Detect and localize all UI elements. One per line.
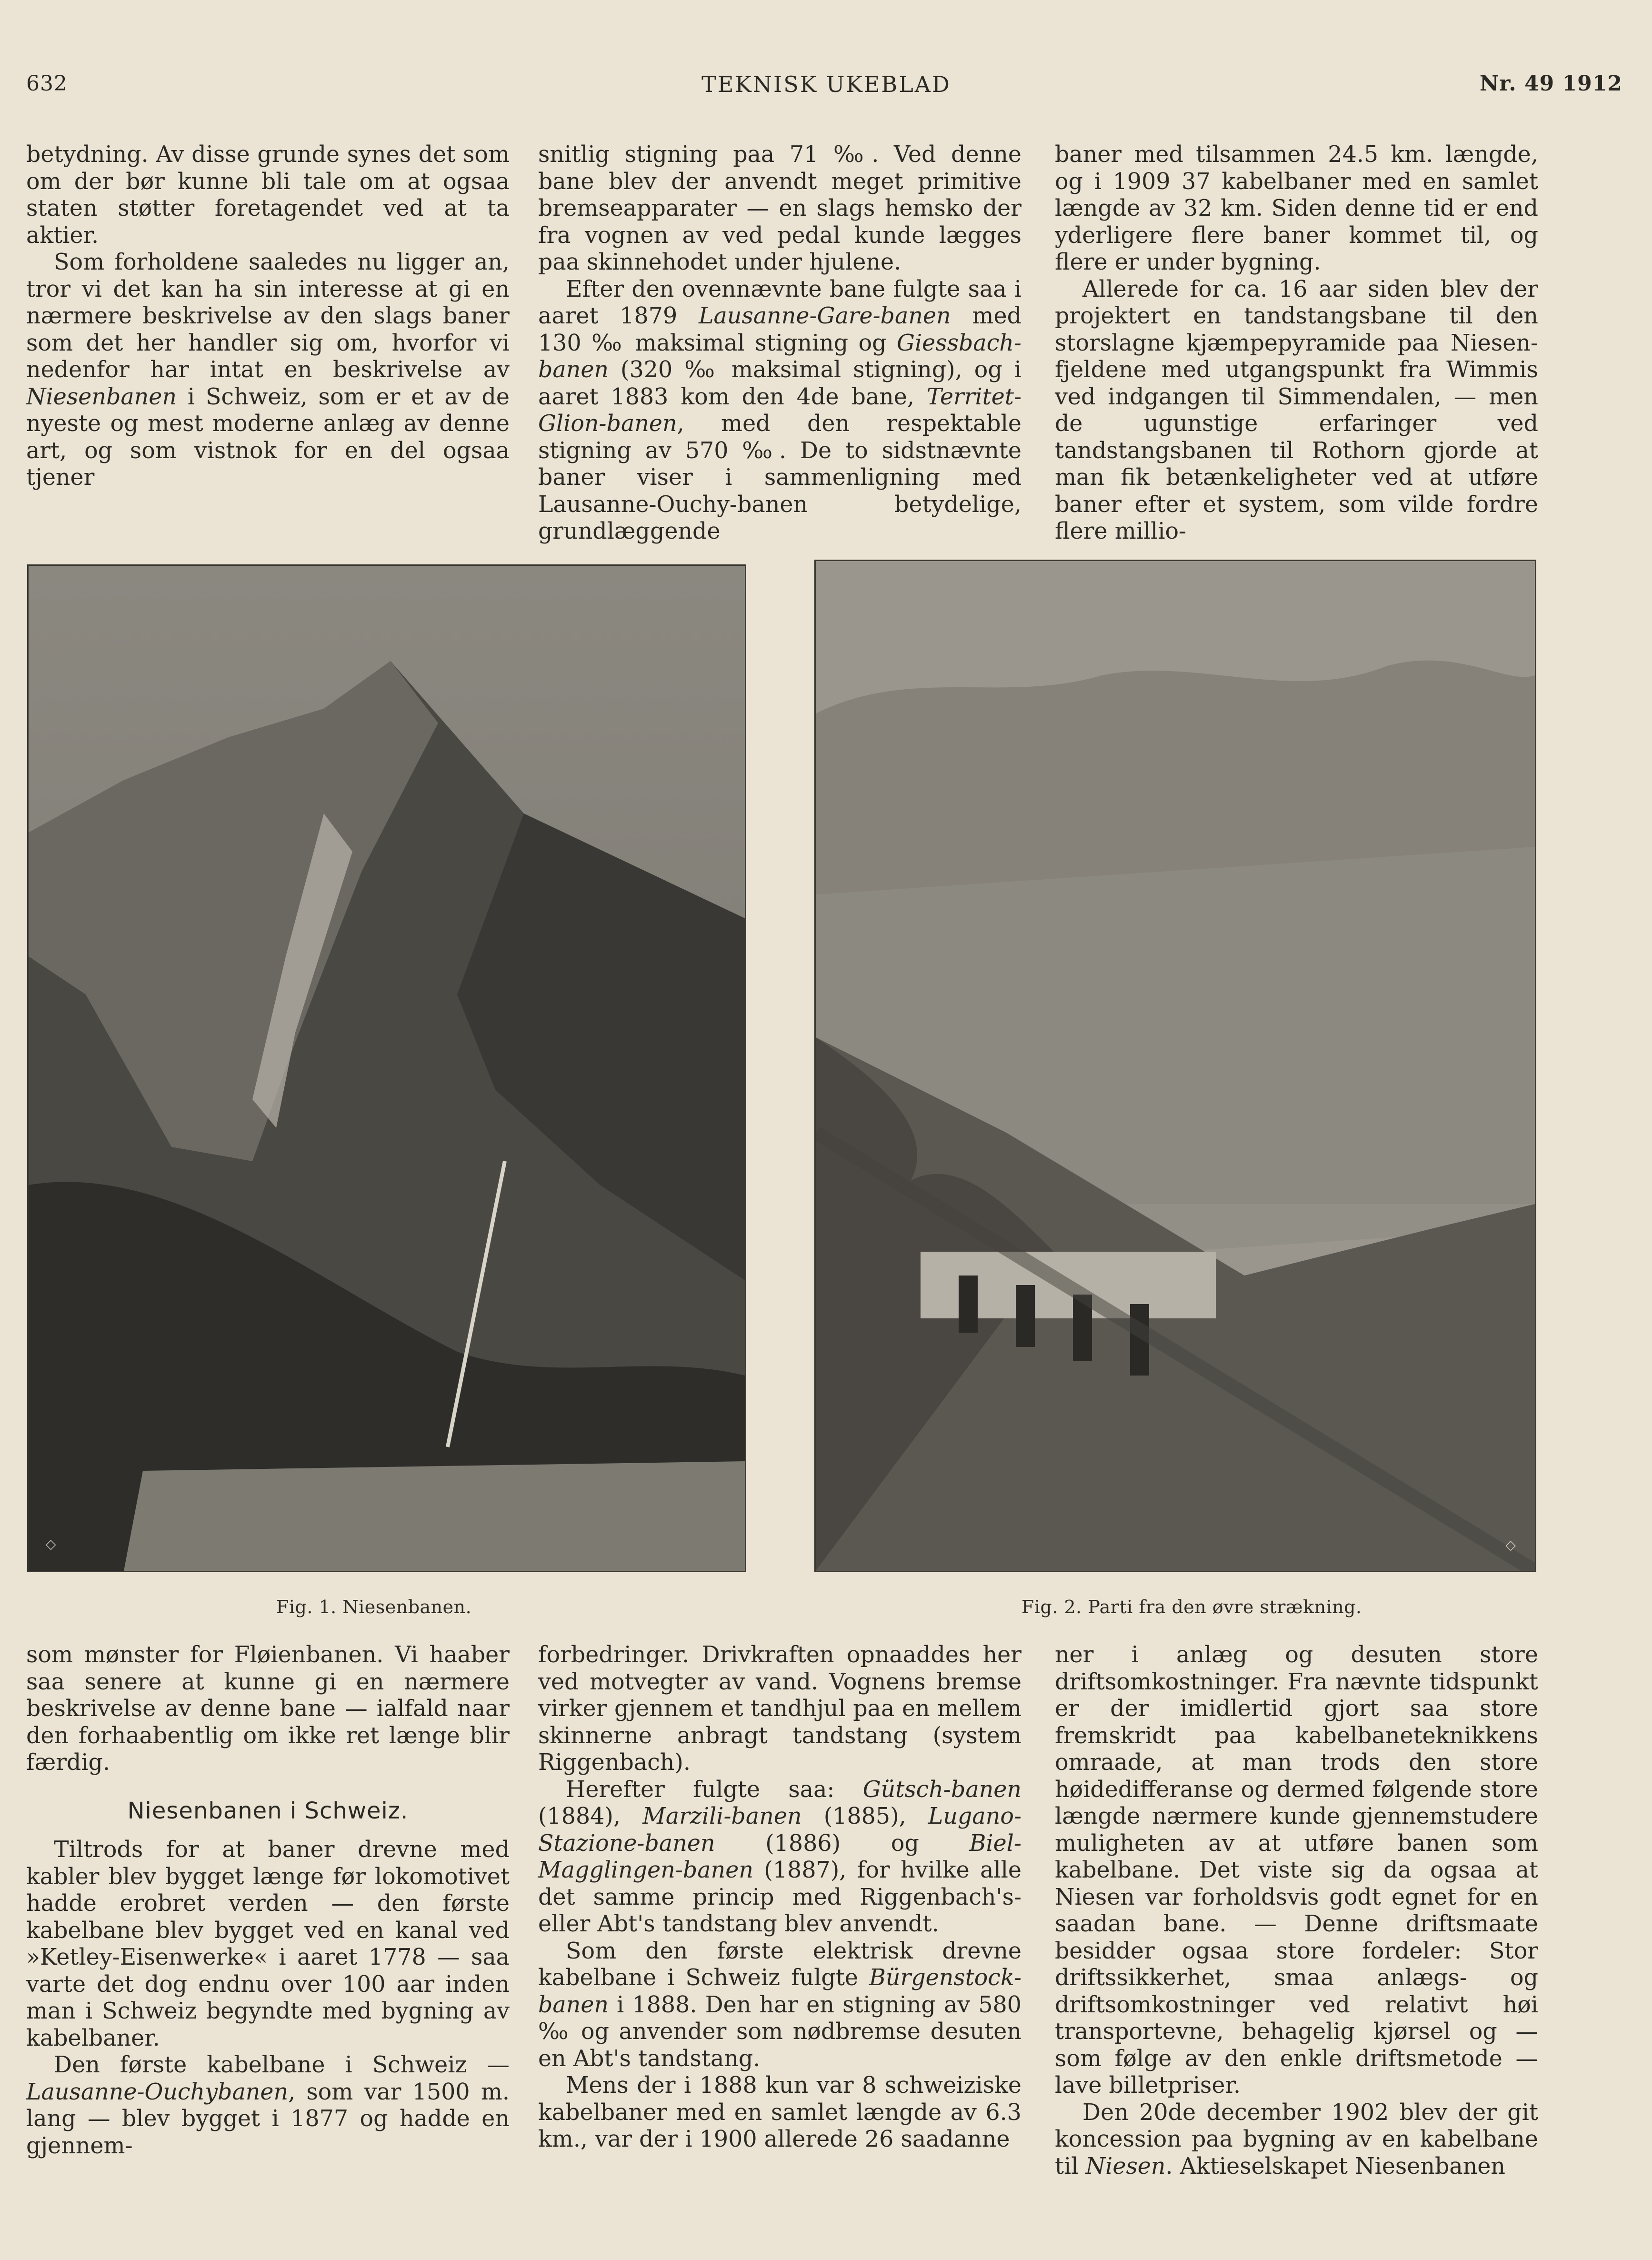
photographer-monogram: ◇	[1505, 1537, 1516, 1553]
paragraph: forbedringer. Drivkraften opnaaddes her ved motvegter av vand. Vognens bremse virker gjennem et tandhjul paa en mellem skinnerne anbragt tandstang (system Riggenbach).	[538, 1642, 1021, 1776]
paragraph: Den 20de december 1902 blev der git koncession paa bygning av en kabelbane til Niesen. Aktieselskapet Niesenbanen	[1055, 2099, 1538, 2180]
paragraph: Den første kabelbane i Schweiz — Lausanne-Ouchybanen, som var 1500 m. lang — blev bygget i 1877 og hadde en gjennem-	[26, 2052, 510, 2159]
paragraph: Efter den ovennævnte bane fulgte saa i aaret 1879 Lausanne-Gare-banen med 130 ‰ maksimal stigning og Giessbach-banen (320 ‰ maksimal stigning), og i aaret 1883 kom den 4de bane, Territet-Glion-banen, med den respektable stigning av 570 ‰. De to sidstnævnte baner viser i sammenligning med Lausanne-Ouchy-banen betydelige, grundlæggende	[538, 276, 1021, 544]
paragraph: Som den første elektrisk drevne kabelbane i Schweiz fulgte Bürgenstock-banen i 1888. Den har en stigning av 580 ‰ og anvender som nødbremse desuten en Abt's tandstang.	[538, 1938, 1021, 2072]
issue-number: Nr. 49 1912	[1479, 71, 1622, 96]
bottom-column-1	[26, 1642, 510, 2160]
paragraph: Allerede for ca. 16 aar siden blev der projektert en tandstangsbane til den storslagne kjæmpepyramide paa Niesen-fjeldene med utgangspunkt fra Wimmis ved indgangen til Simmendalen, — men de ugunstige erfaringer ved tandstangsbanen til Rothorn gjorde at man fik betænkeligheter ved at utføre baner efter et system, som vilde fordre flere millio-	[1055, 276, 1538, 544]
figure-niesen-mountain-photo	[27, 564, 746, 1572]
paragraph: Som forholdene saaledes nu ligger an, tror vi det kan ha sin interesse at gi en nærmere beskrivelse av den slags baner som det her handler sig om, hvorfor vi nedenfor har intat en beskrivelse av Niesenbanen i Schweiz, som er et av de nyeste og mest moderne anlæg av denne art, og som vistnok for en del ogsaa tjener	[26, 249, 510, 491]
viaduct-illustration	[816, 561, 1535, 1571]
paragraph: betydning. Av disse grunde synes det som om der bør kunne bli tale om at ogsaa staten støtter foretagendet ved at ta aktier.	[26, 141, 510, 249]
photographer-monogram: ◇	[46, 1536, 56, 1552]
paragraph: Herefter fulgte saa: Gütsch-banen (1884), Marzili-banen (1885), Lugano-Stazione-banen (1886) og Biel-Magglingen-banen (1887), for hvilke alle det samme princip med Riggenbach's- eller Abt's tandstang blev anvendt.	[538, 1776, 1021, 1937]
bottom-column-2	[538, 1642, 1021, 2153]
journal-title: TEKNISK UKEBLAD	[701, 71, 951, 97]
figure-1-caption: Fig. 1. Niesenbanen.	[276, 1597, 472, 1617]
figure-upper-section-photo	[814, 560, 1536, 1572]
top-column-1	[26, 141, 510, 492]
bottom-column-3	[1055, 1642, 1538, 2180]
top-column-3	[1055, 141, 1538, 545]
page-number: 632	[26, 71, 68, 96]
paragraph: Tiltrods for at baner drevne med kabler blev bygget længe før lokomotivet hadde erobret verden — den første kabelbane blev bygget ved en kanal ved »Ketley-Eisenwerke« i aaret 1778 — saa varte det dog endnu over 100 aar inden man i Schweiz begyndte med bygning av kabelbaner.	[26, 1837, 510, 2051]
section-heading: Niesenbanen i Schweiz.	[127, 1797, 409, 1824]
mountain-illustration	[29, 566, 745, 1571]
top-column-2	[538, 141, 1021, 545]
figure-2-caption: Fig. 2. Parti fra den øvre strækning.	[1021, 1597, 1362, 1617]
paragraph: som mønster for Fløienbanen. Vi haaber saa senere at kunne gi en nærmere beskrivelse av denne bane — ialfald naar den forhaabentlig om ikke ret længe blir færdig.	[26, 1642, 510, 1776]
paragraph: snitlig stigning paa 71 ‰. Ved denne bane blev der anvendt meget primitive bremseapparater — en slags hemsko der fra vognen av ved pedal kunde lægges paa skinnehodet under hjulene.	[538, 141, 1021, 275]
paragraph: ner i anlæg og desuten store driftsomkostninger. Fra nævnte tidspunkt er der imidlertid gjort saa store fremskridt paa kabelbaneteknikkens omraade, at man trods den store høidedifferanse og dermed følgende store længde nærmere kunde gjennemstudere muligheten av at utføre banen som kabelbane. Det viste sig da ogsaa at Niesen var forholdsvis godt egnet for en saadan bane. — Denne driftsmaate besidder ogsaa store fordeler: Stor driftssikkerhet, smaa anlægs- og driftsomkostninger ved relativt høi transportevne, behagelig kjørsel og — som følge av den enkle driftsmetode — lave billetpriser.	[1055, 1642, 1538, 2099]
paragraph: Mens der i 1888 kun var 8 schweiziske kabelbaner med en samlet længde av 6.3 km., var der i 1900 allerede 26 saadanne	[538, 2072, 1021, 2152]
paragraph: baner med tilsammen 24.5 km. længde, og i 1909 37 kabelbaner med en samlet længde av 32 km. Siden denne tid er end yderligere flere baner kommet til, og flere er under bygning.	[1055, 141, 1538, 275]
